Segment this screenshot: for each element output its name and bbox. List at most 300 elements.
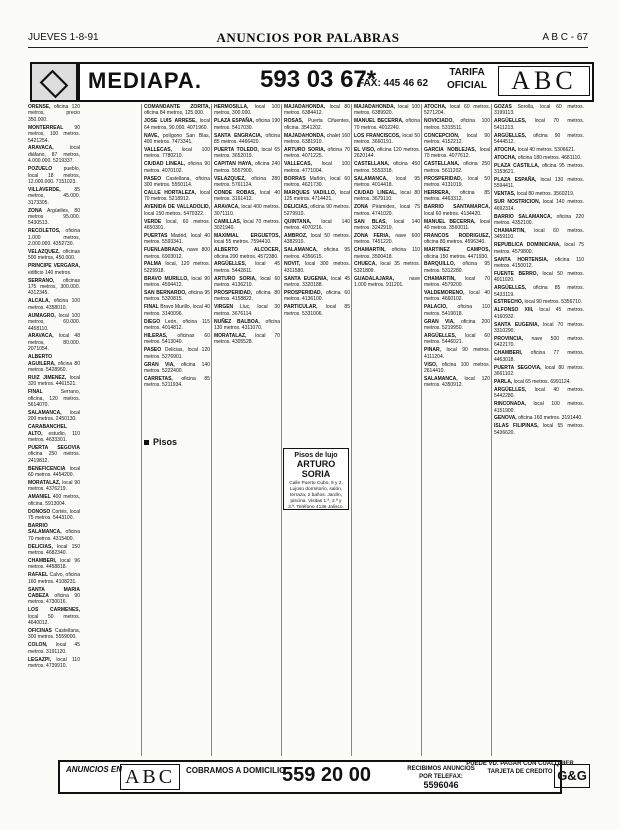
ad-text: local 65 metros. 3652019.: [214, 146, 280, 160]
ad-text: local 300 metros. 4311580.: [284, 261, 350, 274]
ad-text: polígono San Blas, 400 metros. 7473341.: [144, 132, 210, 146]
classified-ad: [284, 133, 350, 146]
classified-ad: [494, 147, 584, 153]
classified-ad: [424, 333, 490, 346]
ad-heading: ARGÜELLES,: [494, 285, 527, 292]
ad-column: [424, 104, 490, 756]
ad-text: oficina 250 metros. 2419812.: [28, 451, 80, 464]
ad-column: [144, 104, 210, 756]
ad-text: oficina 200 metros. 5219950.: [424, 318, 490, 332]
ad-heading: ATOCHA,: [494, 154, 517, 161]
classified-ad: [284, 204, 350, 217]
classified-ad: [144, 247, 210, 260]
classified-ad: [214, 161, 280, 174]
ad-text: oficina 450 metros. 5553318.: [354, 161, 420, 174]
classified-ad: [214, 319, 280, 332]
ad-text: oficina 130 metros. 4311070.: [214, 318, 280, 332]
ad-text: Castellana, oficina 300 metros. 5550114.: [144, 175, 210, 188]
ad-text: local 100 metros, 300.000.: [214, 104, 280, 117]
classified-ad: [494, 163, 584, 176]
footer-anuncios: ANUNCIOS EN: [66, 765, 123, 774]
column-divider: [281, 104, 282, 756]
classified-ad: [424, 362, 490, 375]
ad-text: local 100 metros. 4151900.: [494, 401, 584, 414]
ad-text: oficina 70 metros. 4071225.: [284, 146, 350, 160]
classified-ad: [284, 104, 350, 117]
classified-ad: [424, 347, 490, 360]
ad-text: local 60 metros. 4454200.: [28, 465, 80, 479]
ad-text: oficina 110 metros. 3500418.: [354, 247, 420, 260]
classified-ad: [284, 147, 350, 160]
ad-heading: VENTAS,: [494, 191, 516, 198]
ad-heading: VERDE: [144, 218, 162, 225]
ad-heading: ALCALA,: [28, 298, 50, 305]
ad-text: local 60 metros. 4136210.: [214, 275, 280, 289]
classified-ad: [354, 219, 420, 232]
ad-heading: PASEO: [144, 175, 162, 182]
ad-text: estudio, 110 metros. 4633301.: [28, 430, 80, 443]
classified-ad: [424, 233, 490, 246]
ad-heading: ALBERTO AGUILERA,: [28, 354, 56, 367]
ad-text: local 90 metros. 4111204.: [424, 347, 490, 360]
ad-heading: HILERAS,: [144, 333, 168, 339]
ad-heading: VALDEMORENO,: [424, 290, 465, 297]
ad-heading: MONTERREAL: [28, 124, 64, 131]
ad-text: local 110 metros. 4739910.: [28, 656, 80, 669]
ad-text: local 85 metros. 5331006.: [284, 304, 350, 317]
ad-text: oficina 85 metros. 4466420.: [214, 132, 280, 146]
ad-heading: PLAZA ESPAÑA,: [214, 118, 254, 125]
ad-text: oficina 95 metros. 5312280.: [424, 261, 490, 274]
ad-heading: FUENTE BERRO,: [494, 270, 538, 277]
ad-text: local 400 metros. 3071110.: [214, 204, 280, 217]
ad-text: oficina 150 metros. 4471930.: [424, 253, 489, 260]
ad-text: local 65 metros. 6991124.: [512, 378, 571, 385]
classified-ad: [354, 276, 420, 289]
footer-payment: [466, 760, 590, 790]
ad-heading: ARGÜELLES,: [494, 118, 527, 125]
ad-text: oficina 85 metros. 4463312.: [424, 189, 490, 203]
ad-heading: SANTA HORTENSIA,: [494, 256, 549, 263]
classified-ad: [144, 290, 210, 303]
ad-heading: CHAMARTIN,: [494, 227, 526, 234]
ad-heading: BARQUILLO,: [424, 261, 456, 268]
ad-text: oficina 85 metros. 5433119.: [494, 285, 584, 298]
issue-date: JUEVES 1-8-91: [28, 32, 99, 43]
ad-heading: VALLECAS,: [284, 161, 312, 168]
ad-text: oficina 110 metros. 5419018.: [424, 304, 490, 317]
ad-text: local 140 metros. 4070216.: [284, 218, 350, 231]
ad-heading: GUADALAJARA,: [354, 275, 394, 282]
classified-ad: [28, 125, 80, 144]
classified-ad: [214, 133, 280, 146]
classified-ad: [214, 276, 280, 289]
classified-ad: [494, 104, 584, 117]
ad-text: oficina 200 metros. 4572380.: [214, 253, 279, 260]
classified-ad: [494, 401, 584, 414]
classified-ad: [28, 187, 80, 206]
ad-heading: MAJADAHONDA,: [284, 132, 326, 139]
ad-text: local 70 metros. 3310290.: [494, 321, 584, 335]
classified-ad: [494, 242, 584, 255]
ad-text: oficina 100 metros. 5315511.: [424, 118, 490, 131]
ad-text: local, 120 metros. 5229918.: [144, 261, 210, 274]
ad-text: local 48 metros, 80.000. 2071054.: [28, 333, 80, 353]
ad-text: local 70 metros. 5411213.: [494, 118, 584, 131]
ad-text: local 55 metros. 5436620.: [494, 423, 584, 436]
ad-heading: FRANCOS RODRIGUEZ,: [424, 232, 490, 239]
ad-text: local 80 metros. 3679110.: [354, 189, 420, 203]
classified-ad: [144, 376, 210, 389]
classified-ad: [494, 155, 584, 161]
ad-text: oficina 220 metros. 4352100.: [494, 213, 584, 226]
ad-heading: FINAL: [28, 389, 43, 396]
ad-text: local 70 metros. 5218912.: [144, 189, 210, 203]
ad-text: local 45 metros. 4160932.: [494, 307, 584, 320]
classified-ad: [28, 523, 80, 542]
ad-heading: ARTURO SORIA,: [214, 275, 257, 282]
boxed-ad-body: Calle Puerto Cubo, 9 y 2. Lujoso dormitorio, salón, terraza, 2 baños. Jardín, piscina. Visitas 1.ª, 2.ª y 3.ª. Teléfono 4136 Jalisco.: [288, 481, 344, 510]
ad-heading: PUERTAS: [144, 232, 168, 239]
classified-ad: [424, 376, 490, 389]
ad-text: Pirámides, local 75 metros. 4741020.: [354, 204, 420, 217]
ad-heading: PARLA,: [494, 378, 513, 385]
boxed-ad: [283, 448, 349, 510]
ad-heading: QUINTANA,: [284, 218, 312, 225]
ad-heading: ARAVACA,: [28, 333, 54, 340]
ad-heading: EL VISO,: [354, 146, 376, 153]
ad-heading: ARGÜELLES,: [494, 386, 527, 393]
ad-text: oficina 80 metros. 4596340.: [424, 239, 486, 246]
ad-heading: ZONA: [354, 204, 369, 211]
classified-ad: [144, 133, 210, 146]
ad-text: oficina 70 metros. 4315400.: [28, 529, 80, 542]
ad-text: local 40 metros. 3560011.: [424, 218, 490, 231]
classified-ad: [144, 362, 210, 375]
classified-ad: [494, 350, 584, 363]
ad-text: local 40 metros. 3161412.: [214, 189, 280, 203]
classified-ad: [494, 191, 584, 197]
ad-heading: PALMA: [144, 261, 162, 268]
ad-heading: GRAN VIA,: [144, 361, 175, 368]
ad-heading: AUMAGRO,: [28, 312, 56, 319]
classified-ad: [28, 333, 80, 352]
classified-ad: [28, 642, 80, 655]
classified-ad: [424, 204, 490, 217]
classified-ad: [144, 147, 210, 160]
ad-text: León, oficina 115 metros. 4014812.: [144, 318, 210, 332]
ad-text: oficina 84 metros, 125.000.: [144, 110, 205, 117]
ad-heading: JOSE LUIS ARRESE,: [144, 118, 197, 125]
ad-text: 85 metros, 45.000. 3173305.: [28, 186, 80, 206]
classified-ad: [28, 104, 80, 123]
ad-text: local 90 metros. 5356710.: [523, 299, 583, 306]
classified-ad: [494, 257, 584, 270]
footer-payment-text: PUEDE VD. PAGAR CON CUALQUIER TARJETA DE CREDITO: [466, 761, 574, 775]
classified-ad: [214, 147, 280, 160]
classified-ad: [494, 133, 584, 146]
ad-heading: HERMOSILLA,: [214, 104, 249, 110]
ad-heading: SALAMANCA,: [284, 247, 318, 254]
classified-ad: [214, 118, 280, 131]
classified-ad: [28, 145, 80, 164]
ad-text: oficina 190 metros. 5417030.: [214, 118, 280, 131]
classified-ad: [28, 298, 80, 311]
classified-ad: [494, 423, 584, 436]
ad-text: local 95 metros. 4014418.: [354, 175, 420, 188]
classified-ad: [214, 219, 280, 232]
ad-text: Mañón, local 60 metros. 4621730.: [284, 175, 350, 188]
column-divider: [491, 104, 492, 756]
ad-text: nave 1.000 metros. 911201.: [354, 275, 420, 289]
ad-text: chalet 160 metros. 6381910.: [284, 132, 350, 146]
ad-heading: CAMILLAS,: [214, 218, 242, 225]
classified-ad: [424, 104, 490, 117]
ad-text: local 75 metros. 4579800.: [494, 242, 584, 255]
classified-ad: [354, 118, 420, 131]
ad-text: local 50 metros. 4640012.: [28, 613, 80, 627]
ad-heading: CHAMARTIN,: [424, 275, 456, 282]
ad-heading: REPUBLICA DOMINICANA,: [494, 242, 561, 249]
classified-ad: [494, 285, 584, 298]
ad-text: Sorolla, local 60 metros. 3199113.: [494, 104, 584, 117]
ad-text: oficina 120 metros. 2620144.: [354, 146, 420, 160]
classified-ad: [214, 176, 280, 189]
classified-ad: [494, 271, 584, 284]
ad-text: oficina 110 metros. 4150012.: [494, 256, 584, 269]
classified-ad: [144, 304, 210, 317]
ad-text: oficina 95 metros. 5320815.: [144, 290, 210, 303]
ad-text: local 60 metros. 4134420.: [424, 210, 482, 217]
column-divider: [211, 104, 212, 756]
ad-text: local 50 metros. 4011020.: [494, 270, 584, 284]
ad-heading: CASTELLANA,: [354, 161, 390, 168]
classified-ad: [284, 176, 350, 189]
classified-ad: [424, 247, 490, 260]
classified-ad: [354, 261, 420, 274]
ad-heading: PROVINCIA,: [494, 336, 524, 342]
ad-column: [28, 104, 80, 756]
page-number: A B C - 67: [542, 32, 588, 43]
ad-heading: PARTICULAR,: [284, 304, 318, 311]
boxed-ad-heading: Pisos de lujo: [294, 452, 338, 459]
classified-ad: [494, 415, 584, 421]
ad-heading: SANTA MARIA CABEZA: [28, 586, 80, 599]
ad-column: [284, 104, 350, 756]
section-subhead: Pisos: [144, 437, 206, 447]
ad-heading: GENOVA,: [494, 415, 517, 422]
ad-heading: RINCONADA,: [494, 401, 526, 408]
classified-ad: [214, 190, 280, 203]
ad-heading: COMANDANTE ZORITA,: [144, 104, 210, 110]
ad-heading: ATOCHA,: [494, 146, 517, 153]
ad-heading: CARRETAS,: [144, 375, 173, 382]
ad-heading: SAN BLAS,: [354, 218, 387, 225]
ad-text: Calvo, oficina 160 metros. 4108231.: [28, 572, 80, 585]
classified-ad: [28, 445, 80, 464]
ad-heading: CIUDAD LINEAL,: [354, 189, 397, 196]
ad-heading: POZUELO: [28, 166, 53, 173]
ad-text: Madrid, local 40 metros. 5593341.: [144, 232, 210, 246]
ad-text: edificio 140 metros.: [28, 269, 72, 276]
ad-text: oficina 100 metros. 4358010.: [28, 298, 80, 311]
classified-ad: [494, 118, 584, 131]
classified-ad: [494, 322, 584, 335]
ad-heading: SANTA EUGENIA,: [284, 275, 328, 282]
ad-heading: LEGAZPI,: [28, 656, 52, 663]
ad-text: local 90 metros. 4376219.: [28, 479, 80, 493]
ad-heading: PROSPERIDAD,: [214, 290, 253, 297]
ad-text: local 40 metros. 5306621.: [516, 146, 576, 153]
ad-heading: CONCEPCION,: [424, 132, 460, 139]
ad-heading: HERRERA,: [424, 189, 451, 196]
classified-ad: [214, 204, 280, 217]
column-divider: [141, 104, 142, 756]
ad-heading: CONDE ROBAS,: [214, 189, 256, 196]
ad-heading: CHUECA,: [354, 261, 377, 268]
banner-phone: 593 03 67*: [260, 66, 377, 93]
ad-heading: MARTINEZ CAMPOS,: [424, 247, 490, 254]
classified-ad: [284, 190, 350, 203]
classified-ad: [284, 290, 350, 303]
classified-ad: [144, 161, 210, 174]
ad-text: local 60 metros. 5446021.: [424, 333, 490, 346]
ad-heading: FUENLABRADA,: [144, 247, 184, 254]
ad-heading: PRINCIPE VERGARA,: [28, 263, 80, 270]
ad-text: oficina 160 metros. 3191440.: [516, 415, 583, 422]
classified-ad: [494, 365, 584, 378]
ad-text: local 320 metros. 4461521.: [28, 374, 80, 388]
ad-heading: NOVICIADO,: [424, 118, 454, 125]
ad-text: Delicias, local 120 metros. 5276901.: [144, 347, 210, 360]
ad-heading: ZONA: [28, 207, 43, 214]
ad-heading: MANUEL BECERRA,: [354, 118, 404, 125]
ad-text: oficina 80 metros. 4158822.: [214, 290, 280, 303]
ad-heading: ESTRECHO,: [494, 299, 524, 306]
ad-heading: PLAZA CASTILLA,: [494, 162, 540, 169]
classified-ad: [284, 261, 350, 274]
ad-heading: VIRGEN: [214, 304, 234, 311]
ad-heading: SANTA EUGENIA,: [494, 321, 539, 328]
ad-text: local 100 metros, 60.000. 4458110.: [28, 312, 80, 332]
ad-heading: AVENIDA DE VALLADOLID,: [144, 204, 210, 211]
ad-text: oficina 77 metros. 4463018.: [494, 350, 584, 363]
ad-heading: GARCIA NOBLEJAS,: [424, 146, 476, 153]
banner-tarifa: TARIFA OFICIAL: [447, 67, 487, 91]
classified-ad: [424, 261, 490, 274]
ad-text: local 64 metros, 90.000. 4071960.: [144, 118, 210, 131]
classified-ad: [354, 233, 420, 246]
ad-heading: RUIZ JIMENEZ,: [28, 374, 67, 381]
ad-text: Argüelles, 80 metros 95.000. 5430513.: [28, 207, 80, 227]
classified-ad: [28, 166, 80, 185]
classified-ad: [354, 204, 420, 217]
ad-heading: OFICINAS: [28, 627, 52, 634]
ad-heading: PASEO: [144, 347, 162, 354]
classified-ad: [494, 177, 584, 190]
ad-heading: VELAZQUEZ,: [28, 249, 60, 256]
classified-ad: [494, 299, 584, 305]
ad-text: nave 600 metros. 7451220.: [354, 232, 420, 246]
classified-ad: [494, 307, 584, 320]
classified-ad: [424, 319, 490, 332]
ad-heading: SERRANO,: [28, 277, 55, 284]
ad-text: oficina 80 metros. 5428960.: [28, 360, 80, 373]
ad-text: Puerta Cifuentes, oficina. 3541202.: [284, 118, 350, 131]
ad-text: local 70 metros. 4305528.: [214, 333, 280, 346]
classified-ad: [494, 214, 584, 227]
ad-text: local 45 metros. 5442811.: [214, 261, 280, 274]
ad-heading: ARGÜELLES,: [424, 333, 457, 339]
ad-heading: BARRIO SALAMANCA,: [494, 213, 552, 220]
classified-ad: [28, 354, 80, 373]
ad-text: local 40 metros. 5442280.: [494, 386, 584, 400]
classified-ad: [424, 176, 490, 189]
ad-text: local 70 metros. 3021940.: [214, 218, 280, 231]
classified-ad: [284, 276, 350, 289]
ad-heading: MORATALAZ,: [28, 479, 61, 486]
classified-ad: [144, 176, 210, 189]
classified-ad: [28, 263, 80, 276]
ad-text: oficina 90 metros. 4730016.: [28, 592, 80, 606]
ad-heading: ARGÜELLES,: [494, 132, 527, 139]
ad-heading: SALAMANCA,: [424, 375, 458, 382]
footer-phone: 559 20 00: [282, 764, 371, 786]
classified-ad: [354, 190, 420, 203]
ad-text: local 100 metros. 6389920.: [354, 104, 420, 117]
ad-heading: PROSPERIDAD,: [424, 175, 463, 182]
ad-heading: CALLE HORTALEZA,: [144, 189, 197, 196]
classified-ad: [284, 304, 350, 317]
classified-ad: [214, 333, 280, 346]
ad-text: Castellana, 300 metros. 5559000.: [28, 627, 80, 641]
classified-ad: [28, 249, 80, 262]
ad-text: oficina 70 metros. 4012240.: [354, 118, 420, 131]
ad-text: oficina 1.000 metros, 2.000.000. 4352730.: [28, 228, 80, 248]
classified-ad: [494, 228, 584, 241]
classifieds-columns: [28, 104, 590, 756]
ad-text: local 60 metros. 3459110.: [494, 227, 584, 241]
classified-ad: [354, 176, 420, 189]
ad-heading: ATOCHA,: [424, 104, 447, 110]
banner-fax: FAX: 445 46 62: [358, 78, 429, 89]
ad-heading: ZONA FERIA,: [354, 232, 390, 239]
classified-ad: [144, 233, 210, 246]
ad-text: local 150 metros. 5470322.: [144, 210, 205, 217]
ad-heading: CAPITAN HAYA,: [214, 161, 253, 168]
classified-ad: [424, 161, 490, 174]
ad-text: oficinas 175 metros, 300.000. 4312345.: [28, 277, 80, 297]
classified-ad: [28, 375, 80, 388]
ad-text: local 60 metros. 5271204.: [424, 104, 490, 117]
ad-heading: CASTELLANA,: [424, 161, 460, 168]
ad-text: Bravo Murillo, local 40 metros. 3140096.: [144, 304, 210, 317]
ad-heading: LOS CARMENES,: [28, 607, 80, 614]
ad-heading: VELAZQUEZ,: [214, 175, 246, 182]
ad-heading: VISO,: [424, 361, 438, 368]
classified-ad: [214, 104, 280, 117]
ad-heading: ROSAS,: [284, 118, 304, 125]
ad-heading: SALAMANCA,: [354, 175, 388, 182]
classified-ad: [28, 628, 80, 641]
classified-ad: [28, 509, 80, 522]
classified-ad: [424, 133, 490, 146]
ad-heading: ARAVACA,: [28, 145, 54, 152]
ad-heading: ISLAS FILIPINAS,: [494, 423, 539, 430]
classified-ad: [284, 118, 350, 131]
ad-text: oficina 90 metros. 4070102.: [144, 161, 210, 174]
ad-column: [354, 104, 420, 756]
